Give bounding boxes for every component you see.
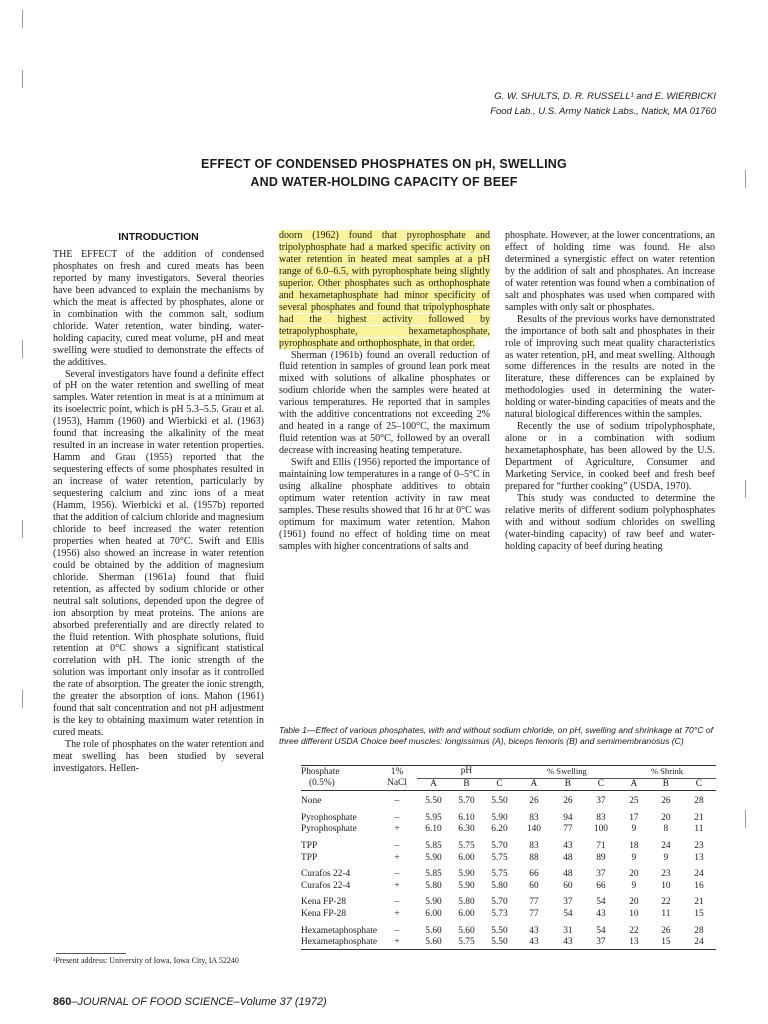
table-caption: Table 1—Effect of various phosphates, with and without sodium chloride, on pH, swelling and shrinkage at 70°C of three different USDA Choice beef muscles: longissimus (A), biceps femoris (B) and semimembranosus (C) bbox=[279, 725, 714, 746]
article-title bbox=[0, 155, 768, 191]
table-row bbox=[301, 909, 716, 921]
row-label: Curafos 22-4 bbox=[301, 880, 351, 891]
paragraph: The role of phosphates on the water retention and meat swelling has been studied by several investigators. Hellen- bbox=[53, 739, 264, 774]
section-heading-introduction: INTRODUCTION bbox=[118, 231, 199, 243]
table-cell: 5.80 bbox=[491, 880, 508, 891]
table-cell: 5.70 bbox=[491, 840, 508, 851]
table-cell: 5.90 bbox=[458, 880, 475, 891]
table-cell: 48 bbox=[563, 852, 573, 863]
table-cell: 140 bbox=[526, 824, 541, 835]
table-row bbox=[301, 921, 716, 938]
header-b: B bbox=[662, 778, 670, 789]
table-cell: 22 bbox=[629, 925, 639, 936]
header-text: (0.5%) bbox=[309, 778, 335, 789]
header-b: B bbox=[463, 778, 470, 789]
header-a: A bbox=[430, 778, 437, 789]
table-cell: 31 bbox=[563, 925, 573, 936]
table-row bbox=[301, 864, 716, 881]
nacl-cell: – bbox=[394, 869, 400, 880]
table-cell: 10 bbox=[629, 908, 639, 919]
table-cell: 9 bbox=[631, 824, 637, 835]
table-cell: 20 bbox=[661, 812, 671, 823]
table-cell: 24 bbox=[694, 869, 704, 880]
table-cell: 11 bbox=[694, 824, 704, 835]
table-row bbox=[301, 824, 716, 836]
table-cell: 5.90 bbox=[458, 869, 475, 880]
nacl-cell: + bbox=[394, 880, 400, 891]
table-cell: 6.00 bbox=[458, 852, 475, 863]
header-swelling: % Swelling bbox=[516, 766, 618, 779]
table-row bbox=[301, 881, 716, 893]
table-cell: 5.80 bbox=[425, 880, 442, 891]
results-table bbox=[301, 765, 716, 950]
table-cell: 5.75 bbox=[458, 840, 475, 851]
table-cell: 5.95 bbox=[425, 812, 442, 823]
table-cell: 5.90 bbox=[425, 897, 442, 908]
table-cell: 94 bbox=[563, 812, 573, 823]
scan-mark bbox=[22, 10, 23, 28]
title-line-2: AND WATER-HOLDING CAPACITY OF BEEF bbox=[250, 175, 518, 189]
table-cell: 48 bbox=[563, 869, 573, 880]
table-cell: 88 bbox=[529, 852, 539, 863]
header-b: B bbox=[564, 778, 572, 789]
scan-mark bbox=[745, 810, 746, 828]
table-row bbox=[301, 937, 716, 949]
table-cell: 5.60 bbox=[425, 937, 442, 948]
journal-citation: –JOURNAL OF FOOD SCIENCE–Volume 37 (1972) bbox=[71, 996, 327, 1008]
row-label: TPP bbox=[301, 840, 318, 851]
row-label: Curafos 22-4 bbox=[301, 869, 351, 880]
table-cell: 23 bbox=[661, 869, 671, 880]
header-a: A bbox=[630, 778, 638, 789]
table-cell: 5.85 bbox=[425, 840, 442, 851]
row-label: None bbox=[301, 796, 322, 807]
table-cell: 16 bbox=[694, 880, 704, 891]
page-number: 860 bbox=[53, 996, 72, 1008]
table-cell: 54 bbox=[596, 925, 606, 936]
table-cell: 83 bbox=[529, 840, 539, 851]
table-cell: 37 bbox=[596, 869, 606, 880]
header-phosphate bbox=[301, 766, 377, 791]
nacl-cell: + bbox=[394, 824, 400, 835]
table-cell: 43 bbox=[529, 937, 539, 948]
table-cell: 37 bbox=[596, 937, 606, 948]
row-label: Pyrophosphate bbox=[301, 812, 357, 823]
paragraph: phosphate. However, at the lower concentrations, an effect of holding time was found. He also determined a synergistic effect on water retention by the addition of salt and phosphates. An increase of water retention was found when a combination of salt and phosphates was used when compared with samples with only salt or phosphates. bbox=[505, 230, 715, 313]
author-block bbox=[490, 89, 716, 119]
table-cell: 23 bbox=[694, 840, 704, 851]
table-cell: 17 bbox=[629, 812, 639, 823]
footnote-divider bbox=[56, 953, 126, 954]
header-c: C bbox=[695, 778, 703, 789]
nacl-cell: – bbox=[394, 897, 400, 908]
table-cell: 5.80 bbox=[458, 897, 475, 908]
table-row bbox=[301, 808, 716, 825]
table-cell: 89 bbox=[596, 852, 606, 863]
table-cell: 6.10 bbox=[425, 824, 442, 835]
table-cell: 26 bbox=[529, 796, 539, 807]
table-cell: 5.60 bbox=[458, 925, 475, 936]
table-cell: 24 bbox=[694, 937, 704, 948]
header-text: Phosphate bbox=[301, 766, 340, 777]
table-cell: 60 bbox=[529, 880, 539, 891]
row-label: Kena FP-28 bbox=[301, 897, 347, 908]
nacl-cell: – bbox=[394, 796, 400, 807]
table-cell: 18 bbox=[629, 840, 639, 851]
table-cell: 26 bbox=[563, 796, 573, 807]
table-cell: 11 bbox=[661, 908, 671, 919]
table-cell: 43 bbox=[596, 908, 606, 919]
table-cell: 26 bbox=[661, 796, 671, 807]
scan-mark bbox=[22, 520, 23, 538]
table-cell: 100 bbox=[593, 824, 608, 835]
table-cell: 83 bbox=[596, 812, 606, 823]
nacl-cell: – bbox=[394, 812, 400, 823]
table-cell: 6.00 bbox=[458, 908, 475, 919]
table-row bbox=[301, 892, 716, 909]
table-cell: 54 bbox=[596, 897, 606, 908]
table-cell: 9 bbox=[631, 852, 637, 863]
table-cell: 5.50 bbox=[491, 937, 508, 948]
paragraph: This study was conducted to determine the relative merits of different sodium polyphosphates with and without sodium chlorides on swelling (water-binding capacity) of raw beef and water-holding capacity of beef during heating bbox=[505, 492, 715, 552]
scan-mark bbox=[22, 690, 23, 708]
table-cell: 26 bbox=[661, 925, 671, 936]
scan-mark bbox=[22, 70, 23, 88]
paragraph: Sherman (1961b) found an overall reduction of fluid retention in samples of ground lean pork meat mixed with solutions of alkaline phosphates or sodium chloride when the samples were heated at various temperatures. He reported that in samples with the additive concentrations not exceeding 2% and heated in a range of 25–100°C, the maximum fluid retention was at 50°C, followed by an overall decrease with increasing heating temperature. bbox=[279, 349, 490, 457]
table-cell: 20 bbox=[629, 897, 639, 908]
table-cell: 13 bbox=[629, 937, 639, 948]
header-shrink: % Shrink bbox=[618, 766, 716, 779]
table-cell: 5.50 bbox=[491, 796, 508, 807]
highlighted-paragraph bbox=[279, 230, 490, 350]
scan-mark bbox=[22, 340, 23, 358]
table-cell: 5.50 bbox=[425, 796, 442, 807]
table-cell: 15 bbox=[661, 937, 671, 948]
table-cell: 13 bbox=[694, 852, 704, 863]
title-line-1: EFFECT OF CONDENSED PHOSPHATES ON pH, SWELLING bbox=[201, 157, 567, 171]
table-row bbox=[301, 836, 716, 853]
text-highlight[interactable]: doorn (1962) found that pyrophosphate and tripolyphosphate had a marked specific activity on water retention in heated meat samples at a pH range of 6.0–6.5, with pyrophosphate being slightly superior. Other phosphates such as orthophosphate and hexametaphosphate had minor specificity of several phosphates and found that tripolyphosphate had the highest activity followed by tetrapolyphosphate, hexametaphosphate, pyrophosphate and orthophosphate, in that order. bbox=[279, 230, 490, 349]
table-cell: 5.70 bbox=[491, 897, 508, 908]
table-cell: 37 bbox=[563, 897, 573, 908]
table-cell: 43 bbox=[563, 937, 573, 948]
table-header-row bbox=[301, 766, 716, 779]
table-cell: 21 bbox=[694, 812, 704, 823]
table-cell: 6.00 bbox=[425, 908, 442, 919]
page-footer bbox=[53, 996, 327, 1008]
header-c: C bbox=[496, 778, 503, 789]
affiliation: Food Lab., U.S. Army Natick Labs., Natick, MA 01760 bbox=[490, 106, 716, 117]
table-cell: 5.73 bbox=[491, 908, 508, 919]
table-cell: 5.75 bbox=[458, 937, 475, 948]
table-cell: 37 bbox=[596, 796, 606, 807]
table-cell: 28 bbox=[694, 925, 704, 936]
row-label: Hexametaphosphate bbox=[301, 937, 378, 948]
table-cell: 5.85 bbox=[425, 869, 442, 880]
table-cell: 6.30 bbox=[458, 824, 475, 835]
table-cell: 22 bbox=[661, 897, 671, 908]
authors: G. W. SHULTS, D. R. RUSSELL¹ and E. WIERBICKI bbox=[494, 91, 716, 102]
table-cell: 28 bbox=[694, 796, 704, 807]
nacl-cell: + bbox=[394, 852, 400, 863]
paragraph: Several investigators have found a definite effect of pH on the water retention and swelling of meat samples. Water retention in meat is at a minimum at its isoelectric point, which is pH 5.3–5.5. Grau et al. (1953), Hamm (1960) and Wierbicki et al. (1963) found that increasing the alkalinity of the meat resulted in an increase in water retention properties. Hamm and Grau (1955) reported that the sequestering effects of some phosphates resulted in an increase of water retention, particularly by sequestering calcium and zinc ions of a meat (Hamm, 1956). Wierbicki et al. (1957b) reported that the addition of calcium chloride and magnesium chloride to beef increased the water retention properties when heated at 70°C. Swift and Ellis (1956) also showed an increase in water retention could be obtained by the addition of magnesium chloride. Sherman (1961a) found that fluid retention, as affected by sodium chloride or other neutral salt solutions, depended upon the degree of ion absorption by meat proteins. The anions are absorbed preferentially and are directly related to the fluid retention. With phosphate solutions, fluid retention at 0°C shows a significant statistical correlation with pH. The ionic strength of the solution was important only insofar as it controlled the rate of absorption. The greater the ionic strength, the greater the absorption of ions. Mahon (1961) found that salt concentration and not pH adjustment is the key to obtaining maximum water retention in cured meats. bbox=[53, 368, 264, 739]
column-3 bbox=[505, 230, 715, 553]
header-ph: pH bbox=[417, 766, 516, 779]
table-cell: 5.60 bbox=[425, 925, 442, 936]
row-label: TPP bbox=[301, 852, 318, 863]
table-cell: 24 bbox=[661, 840, 671, 851]
paragraph: Swift and Ellis (1956) reported the importance of maintaining low temperatures in a range of 0–5°C in using alkaline phosphate additives to obtain optimum water retention activity in raw meat samples. These results showed that 16 hr at 0°C was optimum for maximum water retention. Mahon (1961) found no effect of holding time on meat samples with higher concentrations of salts and bbox=[279, 457, 490, 552]
table-cell: 5.90 bbox=[425, 852, 442, 863]
table-cell: 5.70 bbox=[458, 796, 475, 807]
table-cell: 77 bbox=[529, 908, 539, 919]
table-cell: 5.75 bbox=[491, 869, 508, 880]
header-text: 1% bbox=[390, 766, 404, 777]
nacl-cell: – bbox=[394, 925, 400, 936]
table-cell: 66 bbox=[596, 880, 606, 891]
table-cell: 9 bbox=[631, 880, 637, 891]
table-cell: 43 bbox=[529, 925, 539, 936]
paragraph: THE EFFECT of the addition of condensed phosphates on fresh and cured meats has been reported by many investigators. Several theories have been advanced to explain the mechanisms by which the meat is affected by phosphates, alone or in combination with the common salt, sodium chloride. Water retention, water binding, water-holding capacity, cured meat volume, pH and meat swelling were studied to demonstrate the effects of the additives. bbox=[53, 249, 264, 368]
table-cell: 21 bbox=[694, 897, 704, 908]
paragraph: Results of the previous works have demonstrated the importance of both salt and phosphates in their role of improving such meat quality characteristics as water retention, pH, and meat swelling. Although some differences in the results are noted in the literature, these differences can be explained by methodologies used in determining the water-holding or water-binding capacities of meats and the natural biological differences within the samples. bbox=[505, 313, 716, 421]
table-cell: 54 bbox=[563, 908, 573, 919]
header-text: NaCl bbox=[387, 778, 407, 789]
table-cell: 15 bbox=[694, 908, 704, 919]
table-cell: 10 bbox=[661, 880, 671, 891]
table-cell: 20 bbox=[629, 869, 639, 880]
header-nacl bbox=[377, 766, 417, 791]
table-row bbox=[301, 791, 716, 808]
table-cell: 6.10 bbox=[458, 812, 475, 823]
paragraph: Recently the use of sodium tripolyphosphate, alone or in a combination with sodium hexametaphosphate, has been allowed by the U.S. Department of Agriculture, Consumer and Marketing Service, in cooked beef and fresh beef prepared for “further cooking” (USDA, 1970). bbox=[505, 421, 715, 493]
nacl-cell: + bbox=[394, 937, 400, 948]
row-label: Pyrophosphate bbox=[301, 824, 357, 835]
table-cell: 25 bbox=[629, 796, 639, 807]
header-c: C bbox=[597, 778, 605, 789]
table-cell: 5.90 bbox=[491, 812, 508, 823]
table-cell: 60 bbox=[563, 880, 573, 891]
table-cell: 5.75 bbox=[491, 852, 508, 863]
table-cell: 5.50 bbox=[491, 925, 508, 936]
table-cell: 77 bbox=[563, 824, 573, 835]
header-a: A bbox=[530, 778, 538, 789]
column-2 bbox=[279, 230, 490, 553]
row-label: Hexametaphosphate bbox=[301, 925, 378, 936]
table-cell: 43 bbox=[563, 840, 573, 851]
table-cell: 8 bbox=[663, 824, 669, 835]
table-cell: 77 bbox=[529, 897, 539, 908]
column-1 bbox=[53, 249, 264, 775]
nacl-cell: + bbox=[394, 908, 400, 919]
table-cell: 6.20 bbox=[491, 824, 508, 835]
table-cell: 83 bbox=[529, 812, 539, 823]
table-cell: 71 bbox=[596, 840, 606, 851]
table-cell: 9 bbox=[663, 852, 669, 863]
table-row bbox=[301, 853, 716, 865]
scan-mark bbox=[745, 480, 746, 498]
footnote: ¹Present address: University of Iowa, Iowa City, IA 52240 bbox=[53, 956, 239, 965]
table-cell: 66 bbox=[529, 869, 539, 880]
table-body bbox=[301, 791, 716, 950]
row-label: Kena FP-28 bbox=[301, 908, 347, 919]
nacl-cell: – bbox=[394, 840, 400, 851]
